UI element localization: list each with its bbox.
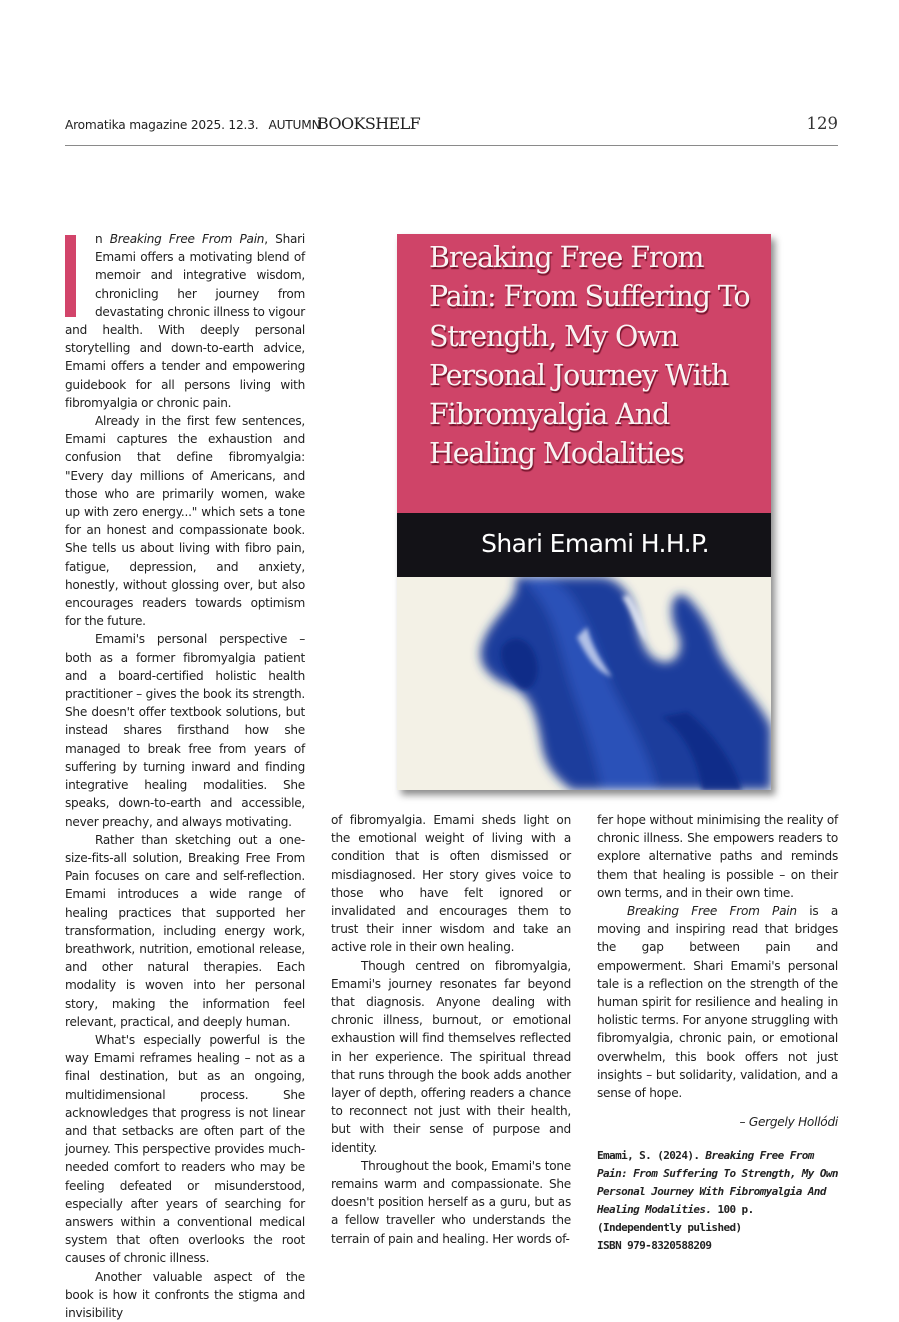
paragraph-continued: fer hope without minimising the reality of chronic illness. She empowers readers to explore alternative paths and reminds them that healing is possible – on their own terms, and in their own time. [597,813,838,900]
paragraph-conclusion: Breaking Free From Pain is a moving and inspiring read that bridges the gap between pain and empowerment. Shari Emami's personal tale is a reflection on the strength of the human spirit for resilience and healing in holistic terms. For anyone struggling with fibromyalgia, chronic pain, or emotional overwhelm, this book offers not just insights – but solidarity, validation, and a sense of hope. [597,904,838,1101]
citation-details: 100 p. (Independently pulished) [597,1203,754,1235]
article-column-3 [597,811,838,1255]
paragraph-intro: n Breaking Free From Pain, Shari Emami offers a motivating blend of memoir and integrative wisdom, chronicling her journey from devastating chronic illness to vigour and health. With deeply personal storytelling and down-to-earth advice, Emami offers a tender and empowering guidebook for all persons living with fibromyalgia or chronic pain. [65,232,305,410]
paragraph: Already in the first few sentences, Emami captures the exhaustion and confusion that define fibromyalgia: "Every day millions of Americans, and those who are primarily women, wake up with zero energy..." which sets a tone for an honest and compassionate book. She tells us about living with fibro pain, fatigue, depression, and anxiety, honestly, without glossing over, but also encourages readers towards optimism for the future. [65,414,305,629]
citation-author-year: Emami, S. (2024). [597,1149,706,1163]
book-citation [597,1147,838,1255]
book-cover-image [397,234,771,790]
publication-info [65,118,321,132]
article-column-2 [331,811,571,1248]
reviewer-signature: – Gergely Hollódi [739,1115,838,1130]
book-title-italic: Breaking Free From Pain [109,232,265,246]
citation-isbn: ISBN 979-8320588209 [597,1239,712,1253]
drop-cap-bar [65,235,76,317]
header-divider [65,145,838,146]
season-label: AUTUMN [268,118,321,132]
paragraph: What's especially powerful is the way Emami reframes healing – not as a final destination, but as an ongoing, multidimensional process. She acknowledges that progress is not linear and that setbacks are often part of the journey. This perspective provides much-needed comfort to readers who may be feeling defeated or misunderstood, especially after years of searching for answers within a conventional medical system that often overlooks the root causes of chronic illness. [65,1032,305,1266]
article-column-1 [65,230,305,1322]
section-title: BOOKSHELF [317,114,421,133]
paragraph: Throughout the book, Emami's tone remains warm and compassionate. She doesn't position herself as a guru, but as a fellow traveller who understands the terrain of pain and healing. Her words of- [331,1158,571,1246]
paragraph: Rather than sketching out a one-size-fits-all solution, Breaking Free From Pain focuses on care and self-reflection. Emami introduces a wide range of healing practices that supported her transformation, including energy work, breathwork, nutrition, emotional release, and other natural therapies. Each modality is woven into her personal story, making the information feel relevant, practical, and deeply human. [65,832,305,1029]
citation-title: Breaking Free From Pain: From Suffering To Strength, My Own Personal Journey With Fibromyalgia And Healing Modalities. [597,1149,838,1217]
blue-smoke-illustration [397,577,771,790]
paragraph: Another valuable aspect of the book is how it confronts the stigma and invisibility [65,1269,305,1320]
paragraph: Emami's personal perspective – both as a former fibromyalgia patient and a board-certified holistic health practitioner – gives the book its strength. She doesn't offer textbook solutions, but instead shares firsthand how she managed to break free from years of suffering by turning inward and finding integrative healing modalities. She speaks, down-to-earth and accessible, never preachy, and always motivating. [65,632,305,829]
paragraph-continued: of fibromyalgia. Emami sheds light on the emotional weight of living with a condition that is often dismissed or misdiagnosed. Her story gives voice to those who have felt ignored or invalidated and encourages them to trust their inner wisdom and take an active role in their own healing. [331,813,571,955]
publication-name: Aromatika magazine 2025. 12.3. [65,118,259,132]
page-header [65,112,838,146]
page-number: 129 [806,114,838,133]
book-title-italic: Breaking Free From Pain [627,904,797,919]
cover-title: Breaking Free From Pain: From Suffering To Strength, My Own Personal Journey With Fibromyalgia And Healing Modalities [429,241,750,471]
paragraph: Though centred on fibromyalgia, Emami's journey resonates far beyond that diagnosis. Anyone dealing with chronic illness, burnout, or emotional exhaustion will find themselves reflected in her experience. The spiritual thread that runs through the book adds another layer of depth, offering readers a chance to reconnect not just with their health, but with their sense of purpose and identity. [331,958,571,1155]
cover-author: Shari Emami H.H.P. [481,529,709,558]
